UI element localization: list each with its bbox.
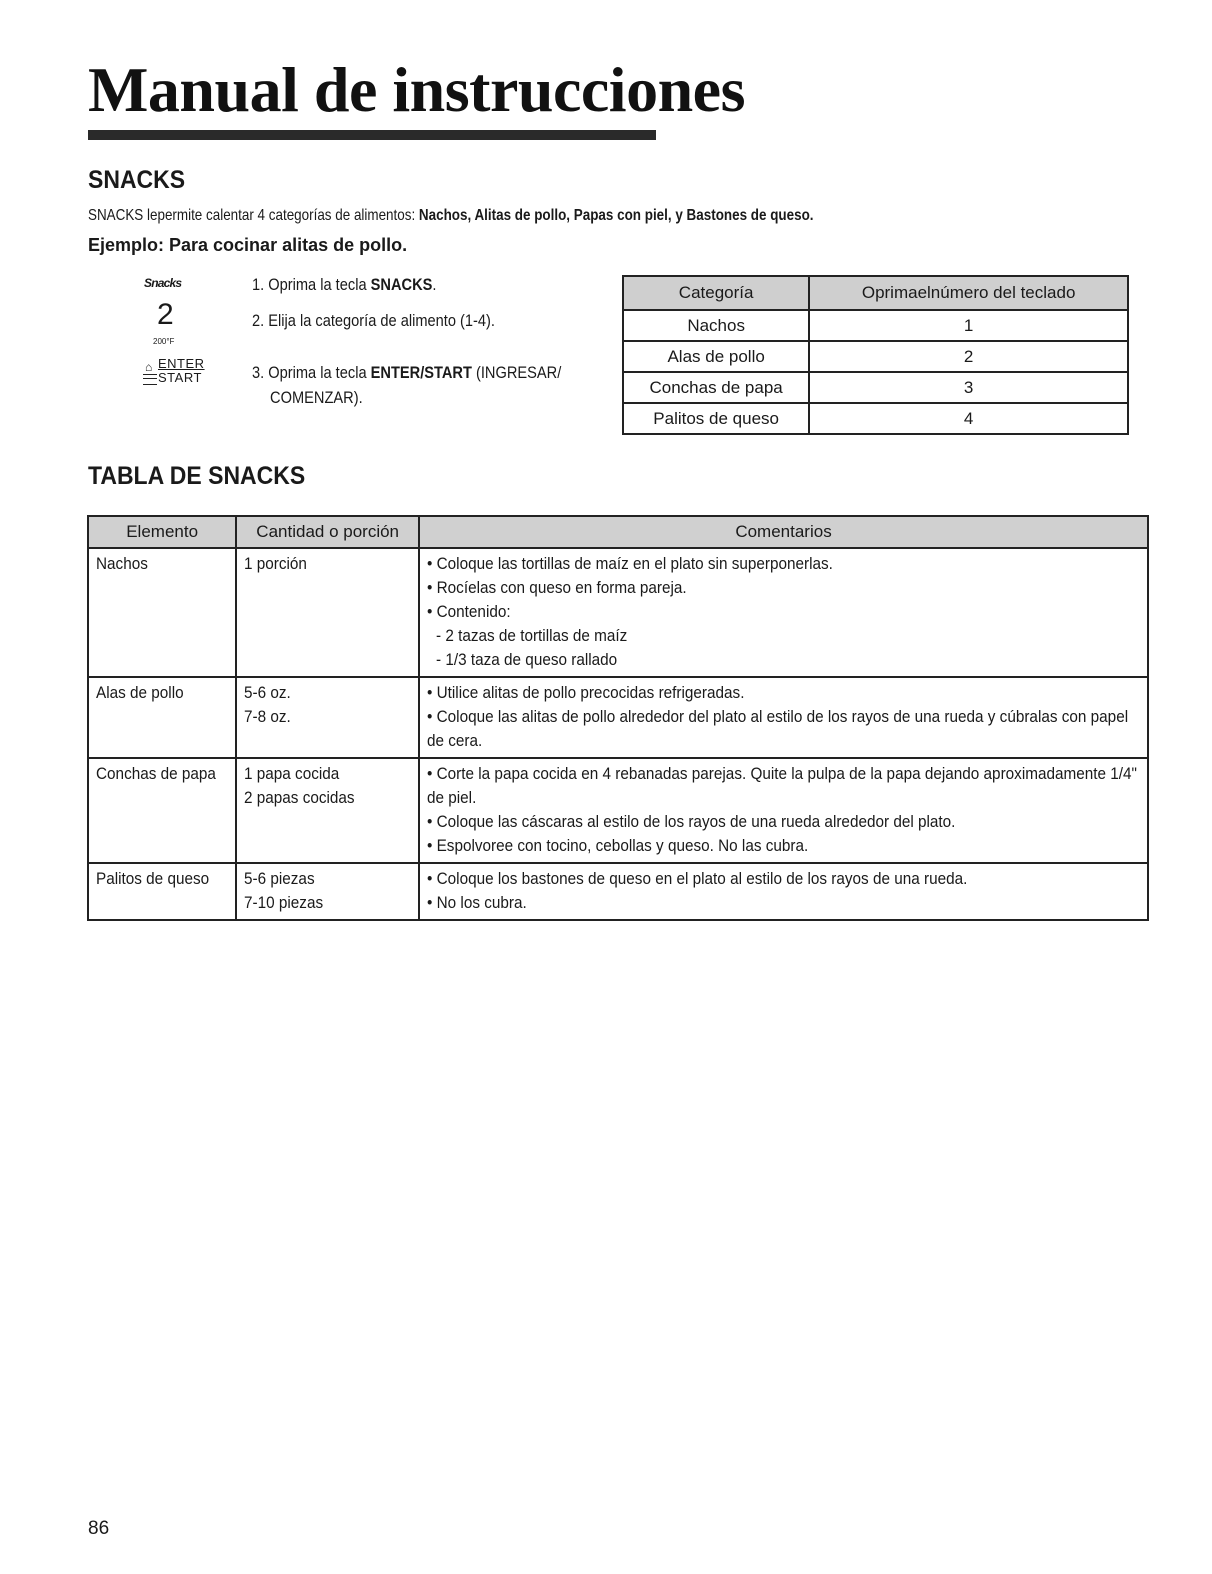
section-heading-snacks: SNACKS xyxy=(88,166,186,194)
intro-categories: Nachos, Alitas de pollo, Papas con piel, y Bastones de queso. xyxy=(418,207,814,224)
intro-text xyxy=(88,207,814,225)
page-number: 86 xyxy=(88,1518,110,1539)
snacks-table xyxy=(87,515,1149,921)
table-row: Nachos 1 xyxy=(623,310,1128,341)
page-title: Manual de instrucciones xyxy=(88,54,745,125)
col-header-elemento: Elemento xyxy=(88,516,236,548)
col-header-comentarios: Comentarios xyxy=(419,516,1148,548)
snacks-key-icon: Snacks xyxy=(144,276,182,290)
start-label: START xyxy=(158,370,202,385)
key-temp-label: 200°F xyxy=(153,337,175,346)
step-3: 3. Oprima la tecla ENTER/START (INGRESAR/ COMENZAR). xyxy=(252,363,562,407)
step-1: 1. Oprima la tecla SNACKS. xyxy=(252,275,437,294)
section-heading-tabla: TABLA DE SNACKS xyxy=(88,462,306,490)
table-row: Nachos 1 porción • Coloque las tortillas de maíz en el plato sin superponerlas. • Rocíelas con queso en forma pareja. • Contenido: - 2 tazas de tortillas de maíz - 1/3 taza de queso rallado xyxy=(88,548,1148,677)
category-table xyxy=(622,275,1129,435)
table-header-row xyxy=(623,276,1128,310)
step-2: 2. Elija la categoría de alimento (1-4). xyxy=(252,311,495,330)
enter-start-key-icon xyxy=(131,357,211,393)
number-two-key-icon: 2 xyxy=(157,298,174,331)
example-heading: Ejemplo: Para cocinar alitas de pollo. xyxy=(88,235,408,255)
table-row: Conchas de papa 3 xyxy=(623,372,1128,403)
title-rule xyxy=(88,130,656,140)
table-row: Palitos de queso 5-6 piezas 7-10 piezas • Coloque los bastones de queso en el plato al estilo de los rayos de una rueda. • No los cubra. xyxy=(88,863,1148,920)
table-row: Palitos de queso 4 xyxy=(623,403,1128,434)
col-header-categoria: Categoría xyxy=(623,276,809,310)
table-header-row xyxy=(88,516,1148,548)
col-header-cantidad: Cantidad o porción xyxy=(236,516,419,548)
table-row: Alas de pollo 5-6 oz. 7-8 oz. • Utilice alitas de pollo precocidas refrigeradas. • Coloque las alitas de pollo alrededor del plato al estilo de los rayos de una rueda y cúbralas con papel de cera. xyxy=(88,677,1148,758)
intro-prefix: SNACKS lepermite calentar 4 categorías de alimentos: xyxy=(88,207,419,224)
enter-label: ENTER xyxy=(158,356,205,371)
lines-icon xyxy=(143,374,157,385)
table-row: Conchas de papa 1 papa cocida 2 papas cocidas • Corte la papa cocida en 4 rebanadas parejas. Quite la pulpa de la papa dejando aproximadamente 1/4" de piel. • Coloque las cáscaras al estilo de los rayos de una rueda alrededor del plato. • Espolvoree con tocino, cebollas y queso. No las cubra. xyxy=(88,758,1148,863)
col-header-numero: Oprimaelnúmero del teclado xyxy=(809,276,1128,310)
table-row: Alas de pollo 2 xyxy=(623,341,1128,372)
lock-icon: ⌂ xyxy=(145,360,153,374)
